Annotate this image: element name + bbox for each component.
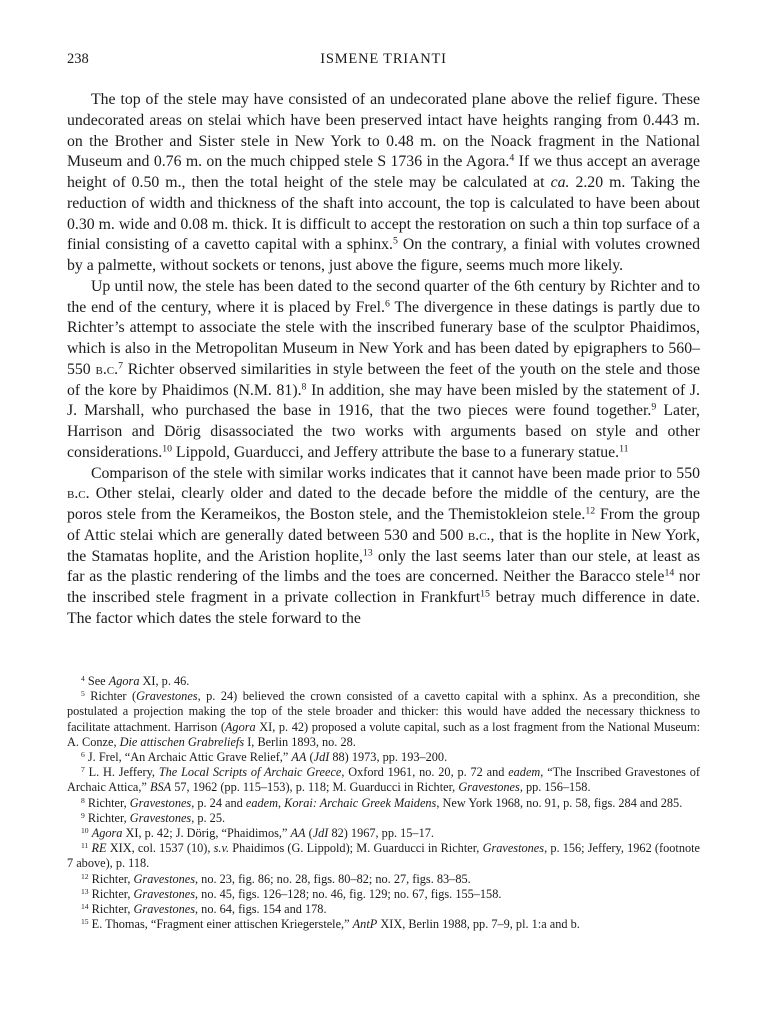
footnote-ref-8[interactable]: 8 xyxy=(301,381,307,393)
text-run: On the contrary, a finial with volutes crowned by a palmette, without sockets or tenons, just above the figure, seems much more likely. xyxy=(67,236,700,274)
text-run: , p. 24 and xyxy=(191,795,246,810)
footnote-14 xyxy=(67,902,700,917)
footnote-ref-4[interactable]: 4 xyxy=(509,152,515,164)
footnote-5 xyxy=(67,689,700,750)
text-run: , no. 64, figs. 154 and 178. xyxy=(195,902,327,917)
body-text xyxy=(67,90,700,630)
footnote-ref-5[interactable]: 5 xyxy=(392,235,398,247)
italic-title: Gravestones xyxy=(458,780,520,795)
italic-title: Agora xyxy=(91,826,123,841)
text-run: XIX, Berlin 1988, pp. 7–9, pl. 1:a and b. xyxy=(377,917,580,932)
text-run: Richter ( xyxy=(84,689,137,704)
footnote-9 xyxy=(67,811,700,826)
text-run: Phaidimos (G. Lippold); M. Guarducci in Richter, xyxy=(229,841,483,856)
text-run: Richter, xyxy=(88,871,134,886)
text-run: , pp. 156–158. xyxy=(519,780,591,795)
text-run: In addition, she may have been misled by the statement of J. J. Marshall, who purchased the base in 1916, that the two pieces were found together. xyxy=(67,381,700,420)
italic-title: JdI xyxy=(313,750,330,765)
footnote-number: 11 xyxy=(81,841,89,851)
text-run: , Oxford 1961, no. 20, p. 72 and xyxy=(341,765,509,780)
footnote-number: 12 xyxy=(81,871,89,881)
running-head: ISMENE TRIANTI xyxy=(320,51,447,67)
text-run: Richter, xyxy=(84,810,130,825)
text-run: ( xyxy=(306,750,314,765)
footnote-number: 13 xyxy=(81,886,89,896)
text-run: J. Frel, “An Archaic Attic Grave Relief,” xyxy=(84,750,292,765)
italic-title: eadem xyxy=(508,765,541,780)
italic-title: Gravestones xyxy=(133,886,196,901)
italic-title: Die attischen Grabreliefs xyxy=(119,734,245,749)
paragraph-1 xyxy=(67,90,700,277)
page-header xyxy=(67,51,700,73)
text-run: From the group of Attic stelai which are generally dated between 530 and 500 xyxy=(67,506,701,544)
text-run: , no. 23, fig. 86; no. 28, figs. 80–82; no. 27, figs. 83–85. xyxy=(195,871,471,886)
italic-title: Gravestones xyxy=(482,841,545,856)
text-run: 88) 1973, pp. 193–200. xyxy=(329,750,448,765)
text-run: betray much difference in date. The factor which dates the stele forward to the xyxy=(67,589,700,627)
text-run: Up until now, the stele has been dated to the second quarter of the 6th century by Richter and to the end of the century, where it is placed by Frel. xyxy=(67,277,700,316)
footnote-number: 4 xyxy=(81,673,85,683)
text-run: , New York 1968, no. 91, p. 58, figs. 284 and 285. xyxy=(436,795,683,810)
footnotes xyxy=(67,674,700,932)
text-run: L. H. Jeffery, xyxy=(84,765,159,780)
italic-title: AA xyxy=(291,750,307,765)
italic-title: Agora xyxy=(224,719,256,734)
footnote-ref-12[interactable]: 12 xyxy=(585,505,596,517)
era-abbrev: b.c. xyxy=(467,526,491,544)
era-abbrev: b.c. xyxy=(67,485,90,503)
italic-title: Korai: Archaic Greek Maidens xyxy=(284,795,437,810)
footnote-10 xyxy=(67,826,700,841)
footnote-12 xyxy=(67,872,700,887)
italic-title: BSA xyxy=(149,780,172,795)
italic-title: eadem xyxy=(245,795,278,810)
footnote-number: 8 xyxy=(81,795,85,805)
footnote-number: 10 xyxy=(81,825,89,835)
text-run: , xyxy=(277,795,285,810)
footnote-ref-11[interactable]: 11 xyxy=(619,443,629,455)
footnote-number: 7 xyxy=(81,765,85,775)
text-run: E. Thomas, “Fragment einer attischen Kriegerstele,” xyxy=(88,917,353,932)
footnote-ref-13[interactable]: 13 xyxy=(362,547,373,559)
text-run: Comparison of the stele with similar works indicates that it cannot have been made prior to 550 xyxy=(91,464,700,482)
text-run: , that is the hoplite in New York, the Stamatas hoplite, and the Aristion hoplite, xyxy=(67,526,701,565)
text-run: 57, 1962 (pp. 115–153), p. 118; M. Guarducci in Richter, xyxy=(171,780,459,795)
text-run: Later, Harrison and Dörig disassociated the two works with arguments based on style and other considerations. xyxy=(67,402,700,461)
text-run: Richter, xyxy=(88,886,134,901)
italic-title: The Local Scripts of Archaic Greece xyxy=(158,765,342,780)
text-run: Lippold, Guarducci, and Jeffery attribute the base to a funerary statue. xyxy=(171,443,620,461)
footnote-number: 14 xyxy=(81,901,89,911)
footnote-11 xyxy=(67,841,700,871)
footnote-ref-10[interactable]: 10 xyxy=(162,443,172,455)
text-run: I, Berlin 1893, no. 28. xyxy=(244,734,356,749)
text-run: 82) 1967, pp. 15–17. xyxy=(328,826,434,841)
text-run: See xyxy=(84,674,109,688)
footnote-ref-9[interactable]: 9 xyxy=(651,401,657,413)
text-run: If we thus accept an average height of 0.50 m., then the total height of the stele may be calculated at xyxy=(67,153,700,191)
italic-title: Gravestones xyxy=(129,810,192,825)
italic-title: Gravestones xyxy=(136,689,198,704)
italic-title: AA xyxy=(290,826,306,841)
text-run: The top of the stele may have consisted of an undecorated plane above the relief figure. These undecorated areas on stelai which have been preserved intact have heights ranging from 0.443 m. on the Brother and Sister stele in New York to 0.48 m. on the Noack fragment in the National Museum and 0.76 m. on the much chipped stele S 1736 in the Agora. xyxy=(67,91,700,171)
italic-term: ca. xyxy=(550,174,570,191)
text-run: , “The Inscribed Gravestones of Archaic Attica,” xyxy=(67,765,700,795)
footnote-number: 5 xyxy=(81,689,85,699)
footnote-ref-7[interactable]: 7 xyxy=(118,360,123,372)
italic-title: s.v. xyxy=(213,841,230,856)
paragraph-2 xyxy=(67,277,700,464)
text-run: Richter, xyxy=(84,795,130,810)
text-run: XI, p. 42; J. Dörig, “Phaidimos,” xyxy=(122,826,291,841)
footnote-8 xyxy=(67,796,700,811)
footnote-13 xyxy=(67,887,700,902)
italic-title: Gravestones xyxy=(133,902,196,917)
paragraph-3 xyxy=(67,464,700,630)
page-number: 238 xyxy=(67,51,89,67)
footnote-ref-14[interactable]: 14 xyxy=(664,567,675,579)
text-run: The divergence in these datings is partly due to Richter’s attempt to associate the stele with the inscribed funerary base of the sculptor Phaidimos, which is also in the Metropolitan Museum in New York and has been dated by epigraphers to 560–550 xyxy=(67,298,700,378)
italic-title: Gravestones xyxy=(133,871,196,886)
text-run: ( xyxy=(305,826,313,841)
text-run: only the last seems later than our stele, at least as far as the plastic rendering of the limbs and the toes are concerned. Neither the Baracco stele xyxy=(67,547,700,586)
text-run: nor the inscribed stele fragment in a private collection in Frankfurt xyxy=(67,568,700,606)
text-run: , p. 25. xyxy=(191,810,226,825)
footnote-number: 6 xyxy=(81,749,85,759)
footnote-15 xyxy=(67,917,700,932)
italic-title: Gravestones xyxy=(129,795,192,810)
footnote-ref-15[interactable]: 15 xyxy=(480,588,490,600)
italic-title: RE xyxy=(91,841,107,856)
footnote-number: 9 xyxy=(81,810,85,820)
italic-title: Agora xyxy=(108,674,140,688)
text-run: , p. 24) believed the crown consisted of a cavetto capital with a sphinx. As a precondition, she postulated a projection making the top of the stele broader and thicker: this would have added the necessary thickness to facilitate attachment. Harrison ( xyxy=(67,689,700,734)
text-run: 2.20 m. Taking the reduction of width and thickness of the shaft into account, the top is calculated to have been about 0.30 m. wide and 0.08 m. thick. It is difficult to accept the restoration on such a thin top surface of a finial consisting of a cavetto capital with a sphinx. xyxy=(67,174,701,254)
text-run: , p. 156; Jeffery, 1962 (footnote 7 above), p. 118. xyxy=(67,841,700,871)
text-run: XI, p. 42) proposed a volute capital, such as a lost fragment from the National Museum: A. Conze, xyxy=(67,719,700,749)
footnote-6 xyxy=(67,750,700,765)
footnote-7 xyxy=(67,765,700,795)
footnote-ref-6[interactable]: 6 xyxy=(385,298,390,310)
footnote-number: 15 xyxy=(81,917,89,927)
footnote-4 xyxy=(67,674,700,689)
italic-title: AntP xyxy=(352,917,378,932)
era-abbrev: b.c. xyxy=(95,360,119,378)
text-run: Richter, xyxy=(88,902,134,917)
text-run: , no. 45, figs. 126–128; no. 46, fig. 129; no. 67, figs. 155–158. xyxy=(195,886,502,901)
text-run: Richter observed similarities in style between the feet of the youth on the stele and those of the kore by Phaidimos (N.M. 81). xyxy=(67,360,700,399)
italic-title: JdI xyxy=(312,826,329,841)
text-run: XIX, col. 1537 (10), xyxy=(106,841,214,856)
text-run: Other stelai, clearly older and dated to the decade before the middle of the century, are the poros stele from the Kerameikos, the Boston stele, and the Themistokleion stele. xyxy=(67,485,700,523)
text-run: XI, p. 46. xyxy=(139,674,190,688)
